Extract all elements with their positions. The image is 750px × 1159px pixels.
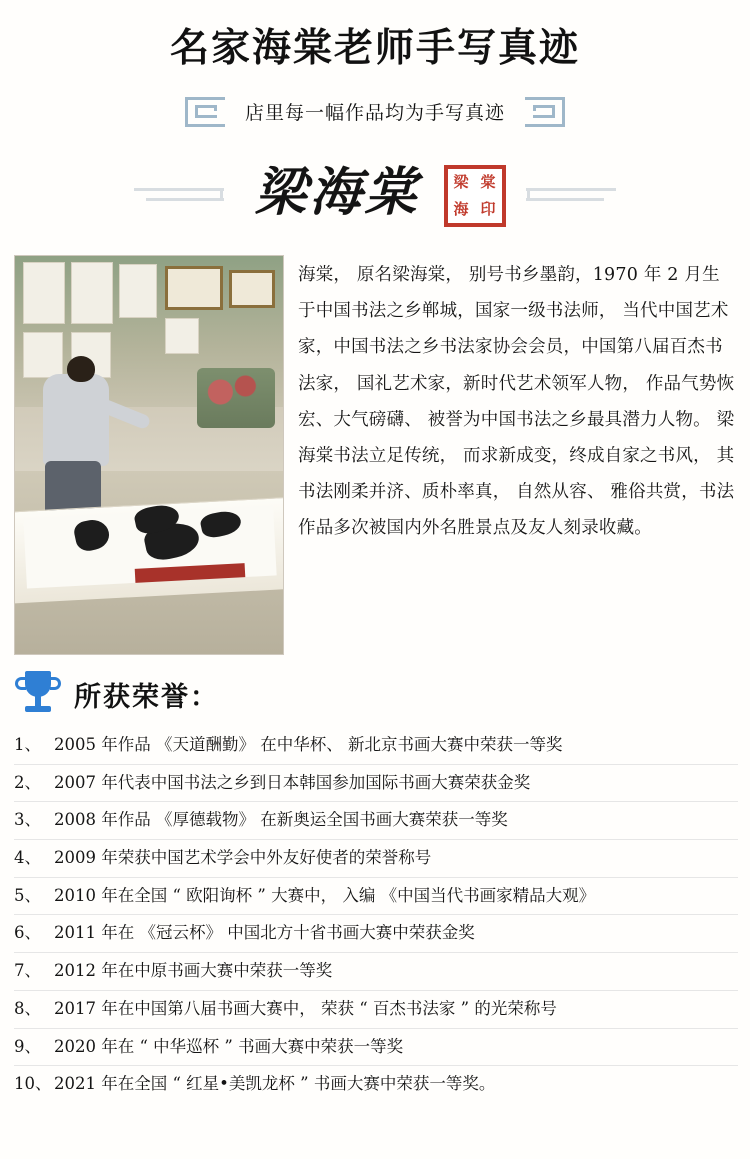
list-item bbox=[14, 765, 738, 803]
list-item bbox=[14, 915, 738, 953]
signature-row bbox=[0, 151, 750, 241]
subtitle-text: 店里每一幅作品均为手写真迹 bbox=[244, 102, 505, 125]
list-item-index: 3、 bbox=[14, 810, 41, 830]
signature-flourish-right-icon bbox=[506, 176, 616, 216]
list-item-index: 1、 bbox=[14, 734, 41, 754]
list-item bbox=[14, 953, 738, 991]
list-item bbox=[14, 802, 738, 840]
seal-char: 海 bbox=[453, 199, 469, 218]
list-item bbox=[14, 878, 738, 916]
bio-section bbox=[0, 241, 750, 655]
honors-list bbox=[0, 723, 750, 1103]
list-item-text: 2012 年在中原书画大赛中荣获一等奖 bbox=[54, 961, 333, 981]
artist-signature: 梁海棠 bbox=[254, 161, 420, 223]
seal-char: 印 bbox=[480, 199, 496, 218]
seal-stamp-icon bbox=[444, 165, 506, 227]
ornament-left-icon bbox=[181, 91, 239, 133]
signature-flourish-left-icon bbox=[134, 176, 244, 216]
seal-char: 梁 bbox=[453, 172, 469, 191]
seal-char: 棠 bbox=[480, 172, 496, 191]
list-item-text: 2009 年荣获中国艺术学会中外友好使者的荣誉称号 bbox=[54, 848, 432, 868]
list-item bbox=[14, 727, 738, 765]
list-item-index: 9、 bbox=[14, 1036, 41, 1056]
list-item-text: 2011 年在 《冠云杯》 中国北方十省书画大赛中荣获金奖 bbox=[54, 923, 475, 943]
subtitle-banner bbox=[0, 91, 750, 133]
list-item-index: 7、 bbox=[14, 961, 41, 981]
list-item-text: 2017 年在中国第八届书画大赛中， 荣获 “ 百杰书法家 ” 的光荣称号 bbox=[54, 998, 557, 1018]
list-item bbox=[14, 840, 738, 878]
list-item-index: 4、 bbox=[14, 848, 41, 868]
honors-header bbox=[0, 655, 750, 723]
artist-bio-text: 海棠， 原名梁海棠， 别号书乡墨韵，1970 年 2 月生于中国书法之乡郸城，国家一级书法师， 当代中国艺术家，中国书法之乡书法家协会会员，中国第八届百杰书法家， 国礼艺术家，新时代艺术领军人物， 作品气势恢宏、大气磅礴、 被誉为中国书法之乡最具潜力人物。 梁海棠书法立足传统， 而求新成变，终成自家之书风， 其书法刚柔并济、质朴率真， 自然从容、 雅俗共赏，书法作品多次被国内外名胜景点及友人刻录收藏。 bbox=[298, 264, 735, 539]
list-item-index: 5、 bbox=[14, 885, 41, 905]
list-item-text: 2021 年在全国 “ 红星•美凯龙杯 ” 书画大赛中荣获一等奖。 bbox=[54, 1074, 496, 1094]
list-item bbox=[14, 991, 738, 1029]
artist-photo bbox=[14, 255, 284, 655]
list-item bbox=[14, 1066, 738, 1103]
list-item bbox=[14, 1029, 738, 1067]
list-item-text: 2005 年作品 《天道酬勤》 在中华杯、 新北京书画大赛中荣获一等奖 bbox=[54, 734, 563, 754]
list-item-text: 2010 年在全国 “ 欧阳询杯 ” 大赛中， 入编 《中国当代书画家精品大观》 bbox=[54, 885, 596, 905]
list-item-text: 2008 年作品 《厚德载物》 在新奥运全国书画大赛荣获一等奖 bbox=[54, 810, 508, 830]
ornament-right-icon bbox=[511, 91, 569, 133]
honors-title: 所获荣誉： bbox=[74, 682, 219, 714]
page-title: 名家海棠老师手写真迹 bbox=[169, 26, 580, 71]
list-item-index: 2、 bbox=[14, 772, 41, 792]
list-item-index: 6、 bbox=[14, 923, 41, 943]
list-item-index: 10、 bbox=[14, 1074, 52, 1094]
list-item-text: 2007 年代表中国书法之乡到日本韩国参加国际书画大赛荣获金奖 bbox=[54, 772, 531, 792]
trophy-icon bbox=[16, 673, 60, 717]
list-item-index: 8、 bbox=[14, 998, 41, 1018]
list-item-text: 2020 年在 “ 中华巡杯 ” 书画大赛中荣获一等奖 bbox=[54, 1036, 404, 1056]
